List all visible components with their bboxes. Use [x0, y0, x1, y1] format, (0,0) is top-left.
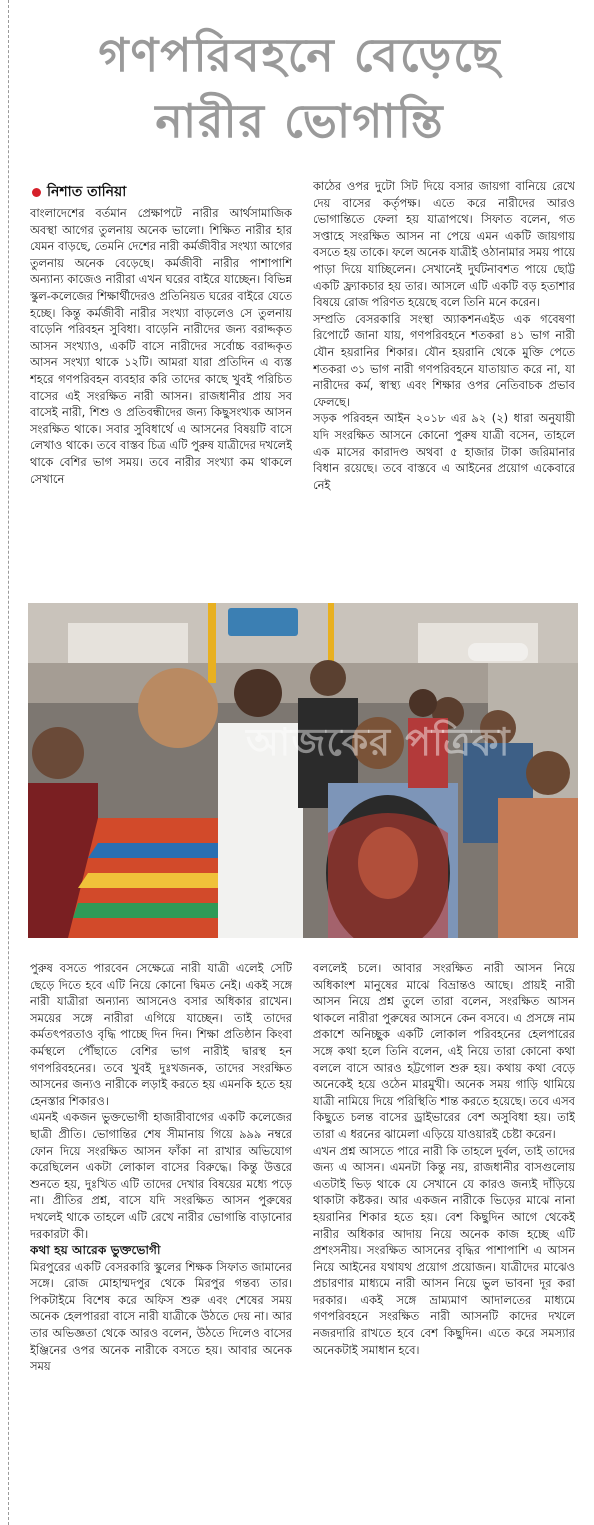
article-column-1 [30, 205, 292, 597]
headline-line-2: নারীর ভোগান্তি [155, 94, 445, 148]
headline [20, 22, 580, 154]
paragraph: বাংলাদেশের বর্তমান প্রেক্ষাপটে নারীর আর্থসামাজিক অবস্থা আগের তুলনায় অনেক ভালো। শিক্ষিত নারীর হার যেমন বাড়ছে, তেমনি দেশের নারী কর্মজীবীর সংখ্যা আগের তুলনায় অনেক বেড়েছে। কর্মজীবী নারীর পাশাপাশি অন্যান্য কাজেও নারীরা এখন ঘরের বাইরে যাচ্ছেন। বিভিন্ন স্কুল-কলেজের শিক্ষার্থীদেরও প্রতিনিয়ত ঘরের বাইরে যেতে হচ্ছে। কিন্তু কর্মজীবী নারীর সংখ্যা বাড়লেও সে তুলনায় বাড়েনি পরিবহন সুবিধা। বাড়েনি নারীদের জন্য বরাদ্দকৃত আসন সংখ্যাও, একটি বাসে নারীদের সর্বোচ্চ বরাদ্দকৃত আসন সংখ্যা থাকে ১২টি। আমরা যারা প্রতিদিন এ ব্যস্ত শহরে গণপরিবহন ব্যবহার করি তাদের কাছে খুবই পরিচিত বাসের এই সংরক্ষিত নারী আসন। রাজধানীর প্রায় সব বাসেই নারী, শিশু ও প্রতিবন্ধীদের জন্য কিছুসংখ্যক আসন সংরক্ষিত থাকে। সবার সুবিধার্থে এ আসনের বিষয়টি বাসে লেখাও থাকে। তবে বাস্তব চিত্র এটি পুরুষ যাত্রীদের দখলেই থাকে বেশির ভাগ সময়। তবে নারীর সংখ্যা কম থাকলে সেখানে [30, 206, 292, 486]
paragraph: সম্প্রতি বেসরকারি সংস্থা অ্যাকশনএইড এক গবেষণা রিপোর্টে জানা যায়, গণপরিবহনে শতকরা ৪১ ভাগ নারী যৌন হয়রানির শিকার। যৌন হয়রানি থেকে মুক্তি পেতে শতকরা ৩১ ভাগ নারী গণপরিবহনে যাতায়াত করে না, যা নারীদের কর্ম, স্বাস্থ্য এবং শিক্ষার ওপর নেতিবাচক প্রভাব ফেলছে। [313, 311, 575, 409]
author-name: নিশাত তানিয়া [47, 184, 127, 200]
photo-watermark: আজকের পত্রিকা [246, 720, 511, 764]
paragraph: সড়ক পরিবহন আইন ২০১৮ এর ৯২ (২) ধারা অনুযায়ী যদি সংরক্ষিত আসনে কোনো পুরুষ যাত্রী বসেন, তাহলে এক মাসের কারাদণ্ড অথবা ৫ হাজার টাকা জরিমানার বিধান রয়েছে। তবে বাস্তবে এ আইনের প্রয়োগ একেবারে নেই [313, 411, 575, 492]
article-column-4 [313, 960, 575, 1505]
bus-photo [28, 603, 578, 938]
article-column-2 [313, 178, 575, 598]
headline-line-1: গণপরিবহনে বেড়েছে [98, 28, 502, 82]
paragraph: কাঠের ওপর দুটো সিট দিয়ে বসার জায়গা বানিয়ে রেখে দেয় বাসের কর্তৃপক্ষ। এতে করে নারীদের আরও ভোগান্তিতে ফেলা হয় যাত্রাপথে। সিফাত বলেন, গত সপ্তাহে সংরক্ষিত আসন না পেয়ে এমন একটি জায়গায় বসতে হয় তাকে। ফলে অনেক যাত্রীই ওঠানামার সময় পায়ে পাড়া দিয়ে যাচ্ছিলেন। সেখানেই দুর্ঘটনাবশত পায়ে ছোট্ট একটি ফ্র্যাকচার হয় তার। আসলে এটি একটি বড় হতাশার বিষয়ে রোজ পরিণত হয়েছে বলে তিনি মনে করেন। [313, 179, 575, 310]
column-rule [8, 0, 9, 1525]
paragraph: এমনই একজন ভুক্তভোগী হাজারীবাগের একটি কলেজের ছাত্রী প্রীতি। ভোগান্তির শেষ সীমানায় গিয়ে ৯৯৯ নম্বরে ফোন দিয়ে সংরক্ষিত আসন ফাঁকা না রাখার অভিযোগ করেছিলেন একটা লোকাল বাসের বিরুদ্ধে। কিন্তু উত্তরে শুনতে হয়, দুঃখিত এটি তাদের দেখার বিষয়ের মধ্যে পড়ে না। প্রীতির প্রশ্ন, বাসে যদি সংরক্ষিত আসন পুরুষের দখলেই থাকে তাহলে এটি রেখে নারীর ভোগান্তি বাড়ানোর দরকারটা কী। [30, 1110, 292, 1241]
paragraph: মিরপুরের একটি বেসরকারি স্কুলের শিক্ষক সিফাত জামানের সঙ্গে। রোজ মোহাম্মদপুর থেকে মিরপুর গন্তব্য তার। পিকটাইমে বিশেষ করে অফিস শুরু এবং শেষের সময় অনেক হেলপাররা বাসে নারী যাত্রীকে উঠতে দেয় না। আর তার অভিজ্ঞতা থেকে আরও বলেন, উঠতে দিলেও বাসের ইঞ্জিনের ওপর অনেক নারীকে বসতে হয়। আবার অনেক সময় [30, 1259, 292, 1374]
subheading: কথা হয় আরেক ভুক্তভোগী [30, 1243, 161, 1258]
paragraph: পুরুষ বসতে পারবেন সেক্ষেত্রে নারী যাত্রী এলেই সেটি ছেড়ে দিতে হবে এটি নিয়ে কোনো দ্বিমত নেই। একই সঙ্গে নারী যাত্রীরা অন্যান্য আসনেও বসার অধিকার রাখেন। সময়ের সঙ্গে নারীরা এগিয়ে যাচ্ছেন। তাই তাদের কর্মতৎপরতাও বৃদ্ধি পাচ্ছে দিন দিন। শিক্ষা প্রতিষ্ঠান কিংবা কর্মস্থলে পৌঁছাতে বেশির ভাগ নারীই দ্বারস্থ হন গণপরিবহনের। তবে খুবই দুঃখজনক, তাদের সংরক্ষিত আসনের জন্যও নারীকে লড়াই করতে হয় এমনকি হতে হয় হেনস্তার শিকারও। [30, 961, 292, 1108]
paragraph: বললেই চলে। আবার সংরক্ষিত নারী আসন নিয়ে অধিকাংশ মানুষের মাঝে বিভ্রান্তও আছে। প্রায়ই নারী আসন নিয়ে প্রশ্ন তুলে তারা বলেন, সংরক্ষিত আসন থাকলে নারীরা পুরুষের আসনে কেন বসবে। এ প্রসঙ্গে নাম প্রকাশে অনিচ্ছুক একটি লোকাল পরিবহনের হেলপারের সঙ্গে কথা হলে তিনি বলেন, এই নিয়ে তারা কোনো কথা বললে বাসে আরও হট্টগোল শুরু হয়। কথায় কথা বেড়ে অনেকেই হয়ে ওঠেন মারমুখী। অনেক সময় গাড়ি থামিয়ে যাত্রী নামিয়ে দিয়ে পরিস্থিতি শান্ত করতে হয়েছে। তবে এসব কিছুতে চলন্ত বাসের ড্রাইভারের বেশ অসুবিধা হয়। তাই তারা এ ধরনের ঝামেলা এড়িয়ে যাওয়ারই চেষ্টা করেন। [313, 961, 575, 1141]
paragraph: এখন প্রশ্ন আসতে পারে নারী কি তাহলে দুর্বল, তাই তাদের জন্য এ আসন। এমনটা কিন্তু নয়, রাজধানীর বাসগুলোয় এতটাই ভিড় থাকে যে সেখানে যে কারও জন্যই দাঁড়িয়ে থাকাটা কষ্টকর। আর একজন নারীকে ভিড়ের মাঝে নানা হয়রানির শিকার হতে হয়। বেশ কিছুদিন আগে থেকেই নারীর অধিকার আদায় নিয়ে অনেক কাজ হচ্ছে এটি প্রশংসনীয়। সংরক্ষিত আসনের বৃদ্ধির পাশাপাশি এ আসন নিয়ে আইনের যথাযথ প্রয়োগ প্রয়োজন। যাত্রীদের মাঝেও প্রচারণার মাধ্যমে নারী আসন নিয়ে ভুল ভাবনা দূর করা দরকার। একই সঙ্গে ভ্রাম্যমাণ আদালতের মাধ্যমে গণপরিবহনে সংরক্ষিত নারী আসনটি কাদের দখলে নজরদারি রাখতে হবে বেশ কিছুদিন। এতে করে সমস্যার অনেকটাই সমাধান হবে। [313, 1143, 575, 1357]
bullet-icon [32, 188, 41, 197]
byline [32, 180, 126, 204]
article-column-3 [30, 960, 292, 1505]
